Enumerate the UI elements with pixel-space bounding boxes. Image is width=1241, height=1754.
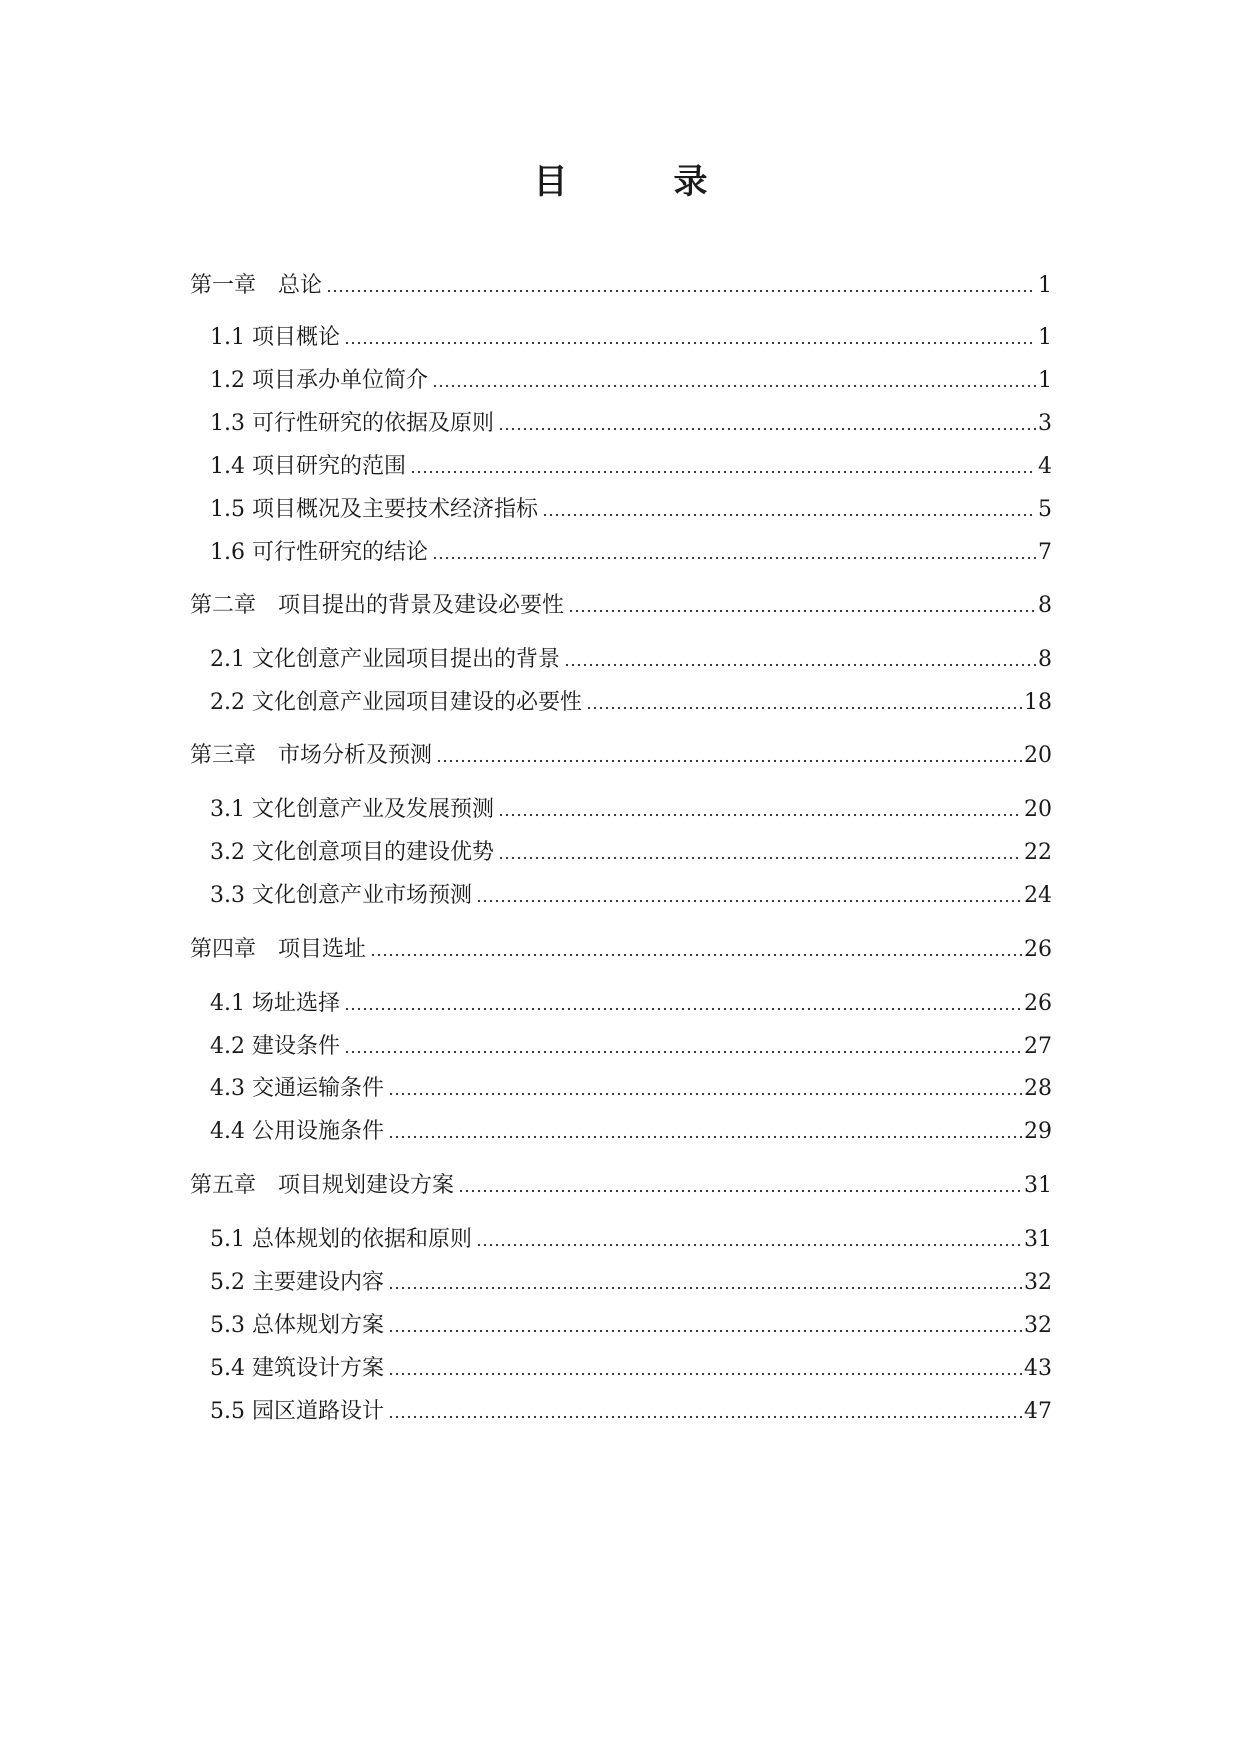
dot-leader [498, 855, 1022, 861]
toc-page-number: 1 [1038, 325, 1052, 350]
toc-page-number: 4 [1038, 454, 1052, 479]
toc-section-entry[interactable] [210, 1308, 1052, 1340]
dot-leader [436, 758, 1022, 764]
dot-leader [344, 1006, 1022, 1012]
toc-entry-label: 3.1 文化创意产业及发展预测 [210, 797, 494, 822]
toc-entry-label: 5.3 总体规划方案 [210, 1313, 384, 1338]
toc-entry-label: 5.4 建筑设计方案 [210, 1356, 384, 1381]
dot-leader [388, 1134, 1022, 1140]
toc-page-number: 1 [1038, 273, 1052, 298]
toc-section-entry[interactable] [210, 449, 1052, 481]
toc-section-entry[interactable] [210, 835, 1052, 867]
toc-entry-label: 5.5 园区道路设计 [210, 1399, 384, 1424]
toc-entry-label: 1.2 项目承办单位简介 [210, 368, 428, 393]
toc-chapter-entry[interactable] [190, 1168, 1052, 1200]
toc-page-number: 24 [1024, 883, 1052, 908]
toc-entry-label: 1.6 可行性研究的结论 [210, 540, 428, 565]
dot-leader [498, 812, 1022, 818]
dot-leader [388, 1371, 1022, 1377]
toc-section-entry[interactable] [210, 1351, 1052, 1383]
toc-section-entry[interactable] [210, 1071, 1052, 1103]
toc-page-number: 32 [1024, 1270, 1052, 1295]
toc-page-number: 47 [1024, 1399, 1052, 1424]
toc-page-number: 7 [1038, 540, 1052, 565]
toc-entry-label: 1.4 项目研究的范围 [210, 454, 406, 479]
toc-entry-label: 1.1 项目概论 [210, 325, 340, 350]
toc-section-entry[interactable] [210, 642, 1052, 674]
toc-page-number: 31 [1024, 1173, 1052, 1198]
toc-entry-label: 5.1 总体规划的依据和原则 [210, 1227, 472, 1252]
dot-leader [344, 340, 1036, 346]
toc-page-number: 31 [1024, 1227, 1052, 1252]
toc-entry-label: 3.3 文化创意产业市场预测 [210, 883, 472, 908]
toc-entry-label: 1.3 可行性研究的依据及原则 [210, 411, 494, 436]
dot-leader [410, 469, 1036, 475]
toc-section-entry[interactable] [210, 878, 1052, 910]
toc-page-number: 3 [1038, 411, 1052, 436]
toc-entry-label: 4.4 公用设施条件 [210, 1119, 384, 1144]
toc-section-entry[interactable] [210, 363, 1052, 395]
toc-entry-label: 4.2 建设条件 [210, 1034, 340, 1059]
dot-leader [564, 662, 1036, 668]
toc-section-entry[interactable] [210, 792, 1052, 824]
toc-entry-label: 5.2 主要建设内容 [210, 1270, 384, 1295]
dot-leader [388, 1414, 1022, 1420]
toc-section-entry[interactable] [210, 986, 1052, 1018]
toc-chapter-entry[interactable] [190, 932, 1052, 964]
dot-leader [498, 426, 1036, 432]
toc-entry-label: 第五章 项目规划建设方案 [190, 1173, 455, 1198]
toc-page-number: 28 [1024, 1076, 1052, 1101]
toc-title: 目 录 [533, 162, 744, 202]
toc-entry-label: 第四章 项目选址 [190, 937, 367, 962]
toc-section-entry[interactable] [210, 685, 1052, 717]
toc-page-number: 43 [1024, 1356, 1052, 1381]
toc-entry-label: 4.3 交通运输条件 [210, 1076, 384, 1101]
toc-chapter-entry[interactable] [190, 268, 1052, 300]
toc-entry-label: 第一章 总论 [190, 273, 323, 298]
toc-page-number: 1 [1038, 368, 1052, 393]
dot-leader [388, 1328, 1022, 1334]
toc-page-number: 5 [1038, 497, 1052, 522]
dot-leader [432, 383, 1036, 389]
toc-section-entry[interactable] [210, 1394, 1052, 1426]
toc-chapter-entry[interactable] [190, 738, 1052, 770]
toc-page-number: 26 [1024, 937, 1052, 962]
dot-leader [432, 555, 1036, 561]
dot-leader [344, 1049, 1022, 1055]
dot-leader [388, 1285, 1022, 1291]
dot-leader [476, 1242, 1022, 1248]
toc-page-number: 20 [1024, 797, 1052, 822]
dot-leader [458, 1188, 1022, 1194]
toc-entry-label: 2.2 文化创意产业园项目建设的必要性 [210, 690, 582, 715]
toc-entry-label: 3.2 文化创意项目的建设优势 [210, 840, 494, 865]
toc-entry-label: 1.5 项目概况及主要技术经济指标 [210, 497, 538, 522]
toc-section-entry[interactable] [210, 406, 1052, 438]
toc-section-entry[interactable] [210, 1222, 1052, 1254]
toc-section-entry[interactable] [210, 1265, 1052, 1297]
toc-section-entry[interactable] [210, 535, 1052, 567]
toc-page-number: 18 [1024, 690, 1052, 715]
toc-page-number: 32 [1024, 1313, 1052, 1338]
toc-page-number: 22 [1024, 840, 1052, 865]
toc-section-entry[interactable] [210, 1029, 1052, 1061]
toc-chapter-entry[interactable] [190, 588, 1052, 620]
toc-entry-label: 第二章 项目提出的背景及建设必要性 [190, 593, 565, 618]
toc-page-number: 26 [1024, 991, 1052, 1016]
dot-leader [542, 512, 1036, 518]
toc-entry-label: 2.1 文化创意产业园项目提出的背景 [210, 647, 560, 672]
toc-page-number: 8 [1038, 593, 1052, 618]
dot-leader [326, 288, 1036, 294]
toc-entry-label: 4.1 场址选择 [210, 991, 340, 1016]
toc-section-entry[interactable] [210, 492, 1052, 524]
toc-page-number: 20 [1024, 743, 1052, 768]
dot-leader [568, 608, 1036, 614]
toc-section-entry[interactable] [210, 1114, 1052, 1146]
dot-leader [388, 1091, 1022, 1097]
toc-entry-label: 第三章 市场分析及预测 [190, 743, 433, 768]
dot-leader [586, 705, 1022, 711]
dot-leader [476, 898, 1022, 904]
toc-section-entry[interactable] [210, 320, 1052, 352]
toc-page-number: 8 [1038, 647, 1052, 672]
dot-leader [370, 952, 1022, 958]
toc-page-number: 27 [1024, 1034, 1052, 1059]
toc-page-number: 29 [1024, 1119, 1052, 1144]
